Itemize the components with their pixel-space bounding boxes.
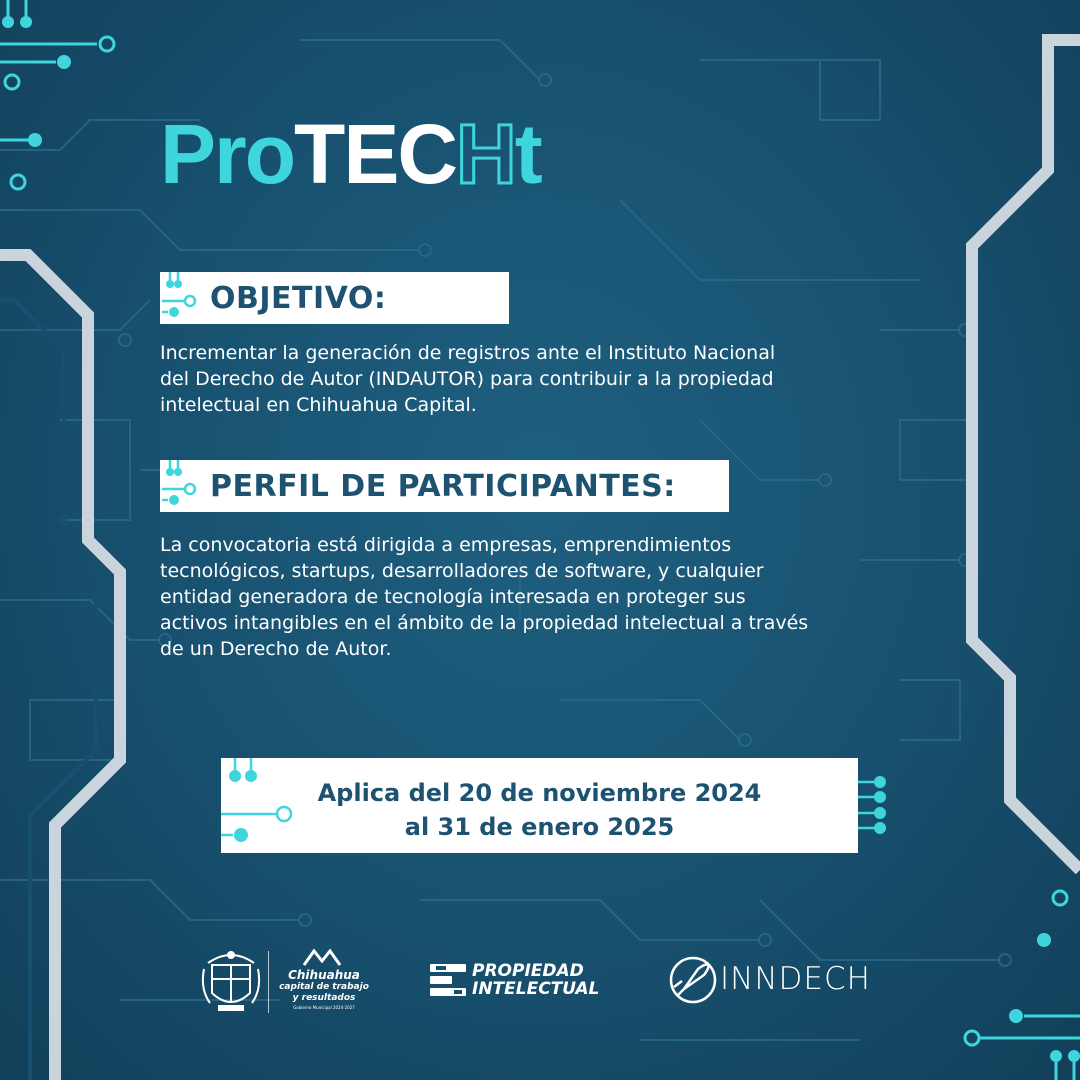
protecht-logo <box>160 107 541 201</box>
propiedad-intelectual-icon <box>430 962 466 998</box>
coat-of-arms-icon <box>200 945 262 1020</box>
objetivo-title: OBJETIVO: <box>210 280 387 316</box>
perfil-line-1: La convocatoria está dirigida a empresas, emprendimientos <box>160 534 732 556</box>
chihuahua-name: Chihuahua <box>288 968 360 982</box>
circuit-connector-icon <box>160 460 210 512</box>
objetivo-line-1: Incrementar la generación de registros ante el Instituto Nacional <box>160 342 776 364</box>
logo-part-t: t <box>514 107 541 201</box>
objetivo-line-3: intelectual en Chihuahua Capital. <box>160 394 477 416</box>
objetivo-heading-bar <box>160 272 509 324</box>
propiedad-intelectual-logo <box>430 962 610 1002</box>
perfil-line-3: entidad generadora de tecnología interesada en proteger sus <box>160 586 746 608</box>
propiedad-line-1: PROPIEDAD <box>472 961 584 981</box>
apply-line-2: al 31 de enero 2025 <box>404 813 675 841</box>
circuit-connector-icon <box>160 272 210 324</box>
inndech-name: INNDECH <box>720 961 871 997</box>
inndech-logo <box>668 955 888 1007</box>
footer-divider <box>268 951 269 1013</box>
circuit-connector-icon <box>858 770 894 840</box>
perfil-line-5: de un Derecho de Autor. <box>160 638 392 660</box>
apply-line-1: Aplica del 20 de noviembre 2024 <box>317 779 762 807</box>
perfil-line-2: tecnológicos, startups, desarrolladores de software, y cualquier <box>160 560 764 582</box>
logo-part-pro: Pro <box>160 107 295 201</box>
objetivo-text <box>160 340 775 418</box>
perfil-text <box>160 532 808 662</box>
chihuahua-municipal-logo <box>200 945 380 1020</box>
perfil-heading-bar <box>160 460 729 512</box>
perfil-line-4: activos intangibles en el ámbito de la propiedad intelectual a través <box>160 612 809 634</box>
chihuahua-tagline-2: y resultados <box>292 993 356 1003</box>
perfil-title: PERFIL DE PARTICIPANTES: <box>210 468 676 504</box>
chihuahua-tagline-1: capital de trabajo <box>279 982 369 992</box>
logo-part-tec: TEC <box>294 107 457 201</box>
mountain-icon <box>302 947 342 967</box>
apply-dates-box <box>221 758 858 853</box>
logo-part-h: H <box>456 107 515 201</box>
objetivo-line-2: del Derecho de Autor (INDAUTOR) para contribuir a la propiedad <box>160 368 774 390</box>
propiedad-line-2: INTELECTUAL <box>472 979 600 999</box>
chihuahua-small: Gobierno Municipal 2024-2027 <box>293 1005 355 1010</box>
rocket-icon <box>668 955 718 1005</box>
